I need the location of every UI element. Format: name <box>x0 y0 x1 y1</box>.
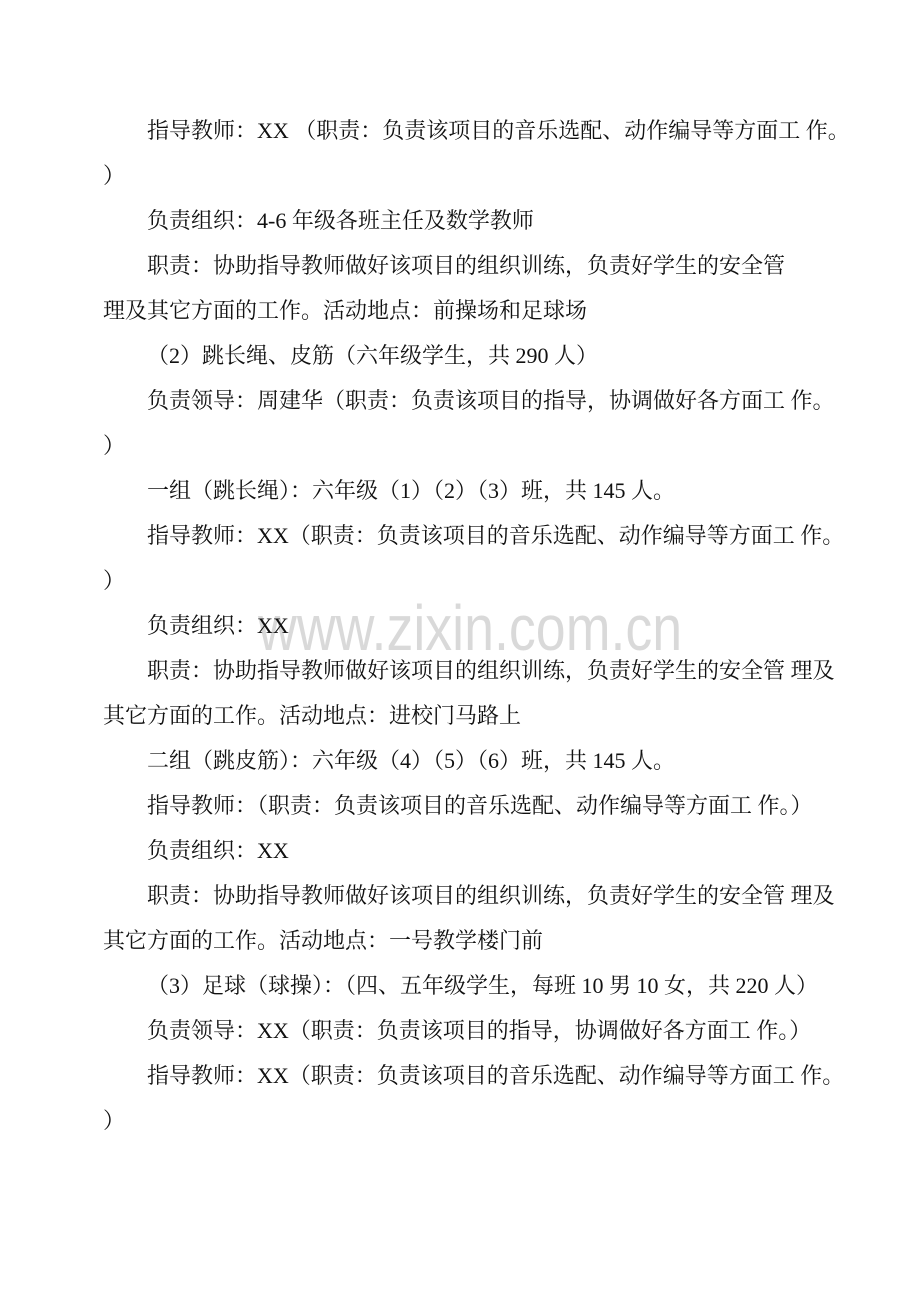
paragraph <box>103 243 863 333</box>
paragraph <box>103 1053 863 1143</box>
paragraph <box>103 828 863 873</box>
paragraph-line: 指导教师：（职责：负责该项目的音乐选配、动作编导等方面工 作。） <box>147 793 813 818</box>
paragraph <box>103 108 863 198</box>
paragraph <box>103 963 863 1008</box>
paragraph <box>103 513 863 603</box>
paragraph-line: ） <box>103 433 126 458</box>
paragraph-line: 职责：协助指导教师做好该项目的组织训练，负责好学生的安全管 <box>147 253 786 278</box>
paragraph-line: 负责组织：XX <box>147 613 289 638</box>
document-body <box>103 108 863 1143</box>
paragraph <box>103 468 863 513</box>
paragraph-line: 理及其它方面的工作。活动地点：前操场和足球场 <box>103 298 588 323</box>
paragraph-line: ） <box>103 163 126 188</box>
paragraph <box>103 783 863 828</box>
paragraph-line: 其它方面的工作。活动地点：一号教学楼门前 <box>103 928 544 953</box>
paragraph-line: 负责领导：周建华（职责：负责该项目的指导，协调做好各方面工 作。 <box>147 388 835 413</box>
paragraph-line: 负责领导：XX（职责：负责该项目的指导，协调做好各方面工 作。） <box>147 1018 812 1043</box>
paragraph-line: 职责：协助指导教师做好该项目的组织训练，负责好学生的安全管 理及 <box>147 883 835 908</box>
paragraph <box>103 603 863 648</box>
paragraph-line: 指导教师：XX（职责：负责该项目的音乐选配、动作编导等方面工 作。 <box>147 1063 845 1088</box>
paragraph-line: ） <box>103 568 126 593</box>
paragraph-line: ） <box>103 1108 126 1133</box>
paragraph-line: 职责：协助指导教师做好该项目的组织训练，负责好学生的安全管 理及 <box>147 658 835 683</box>
paragraph-line: 其它方面的工作。活动地点：进校门马路上 <box>103 703 522 728</box>
paragraph-line: 负责组织：XX <box>147 838 289 863</box>
group-heading: 二组（跳皮筋）：六年级（4）（5）（6）班，共 145 人。 <box>147 748 676 773</box>
paragraph-line: 指导教师：XX （职责：负责该项目的音乐选配、动作编导等方面工 作。 <box>147 118 850 143</box>
paragraph <box>103 1008 863 1053</box>
section-heading: （3）足球（球操）：（四、五年级学生，每班 10 男 10 女，共 220 人） <box>147 973 819 998</box>
paragraph-line: 指导教师：XX（职责：负责该项目的音乐选配、动作编导等方面工 作。 <box>147 523 845 548</box>
paragraph <box>103 648 863 738</box>
paragraph <box>103 738 863 783</box>
watermark: www.zixin.com.cn <box>258 592 683 664</box>
section-heading: （2）跳长绳、皮筋（六年级学生，共 290 人） <box>147 343 599 368</box>
paragraph <box>103 378 863 468</box>
paragraph <box>103 333 863 378</box>
group-heading: 一组（跳长绳）：六年级（1）（2）（3）班，共 145 人。 <box>147 478 676 503</box>
paragraph <box>103 198 863 243</box>
paragraph <box>103 873 863 963</box>
paragraph-line: 负责组织：4-6 年级各班主任及数学教师 <box>147 208 534 233</box>
